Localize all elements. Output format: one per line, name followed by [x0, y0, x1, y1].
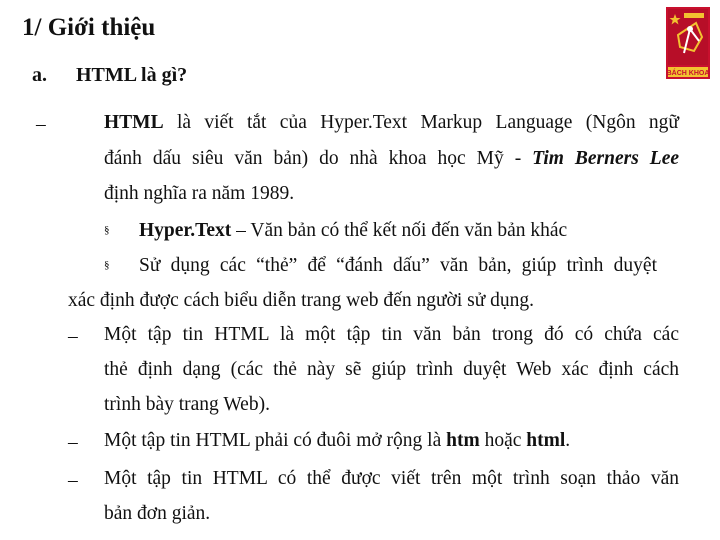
s1-line — [139, 220, 567, 242]
p3-text-c: hoặc — [479, 430, 527, 451]
dash-bullet: – — [68, 326, 78, 347]
p1-line3: định nghĩa ra năm 1989. — [104, 183, 295, 204]
p3-text-a: Một tập tin HTML phải có đuôi mở rộng là — [104, 430, 447, 451]
ext-htm: htm — [446, 430, 480, 451]
p1-line1-text: là viết tắt của Hyper.Text Markup Language (Ngôn ngữ — [163, 112, 679, 133]
inventor-name: Tim Berners Lee — [532, 148, 680, 169]
square-bullet: § — [104, 259, 110, 271]
p2-line2: thẻ định dạng (các thẻ này sẽ giúp trình duyệt Web xác định cách — [104, 359, 679, 380]
p4-line1: Một tập tin HTML có thể được viết trên một trình soạn thảo văn — [104, 468, 679, 489]
s1-lead: Hyper.Text — [139, 220, 232, 241]
section-letter: a. — [32, 64, 47, 86]
p1-line2 — [104, 148, 679, 170]
square-bullet: § — [104, 224, 110, 236]
bach-khoa-logo — [666, 7, 710, 79]
s1-rest: – Văn bản có thể kết nối đến văn bản khác — [231, 220, 568, 241]
dash-bullet: – — [36, 114, 46, 135]
dash-bullet: – — [68, 432, 78, 453]
s2-line2: xác định được cách biểu diễn trang web đến người sử dụng. — [68, 290, 535, 311]
page-title: 1/ Giới thiệu — [22, 14, 156, 41]
p2-line3: trình bày trang Web). — [104, 394, 270, 415]
p1-lead: HTML — [104, 112, 164, 133]
section-title: HTML là gì? — [76, 64, 188, 86]
p1-line2-text: đánh dấu siêu văn bản) do nhà khoa học Mỹ - — [104, 148, 533, 169]
s2-line1: Sử dụng các “thẻ” để “đánh dấu” văn bản, giúp trình duyệt — [139, 255, 657, 276]
p2-line1: Một tập tin HTML là một tập tin văn bản trong đó có chứa các — [104, 324, 679, 345]
logo-text: BÁCH KHOA — [666, 70, 710, 77]
ext-html: html — [526, 430, 566, 451]
p3-text-e: . — [565, 430, 571, 451]
dash-bullet: – — [68, 470, 78, 491]
p4-line2: bản đơn giản. — [104, 503, 211, 524]
p3-line — [104, 430, 570, 452]
p1-line1 — [104, 112, 679, 134]
